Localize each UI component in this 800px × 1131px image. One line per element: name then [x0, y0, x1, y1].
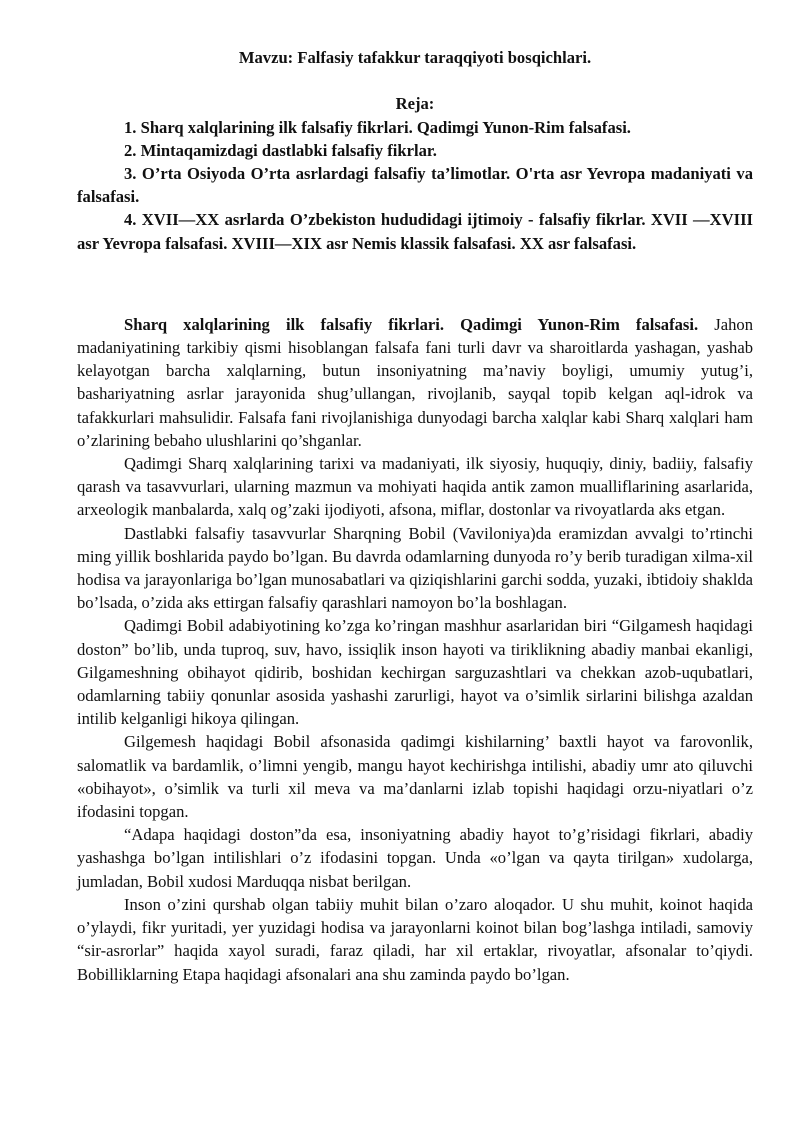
- section-spacer: [77, 255, 753, 313]
- body-paragraph: “Adapa haqidagi doston”da esa, insoniyatning abadiy hayot to’g’risidagi fikrlari, abadiy yashashga bo’lgan intilishlari o’z ifodasini topgan. Unda «o’lgan va qayta tirilgan» xudolarga, jumladan, Bobil xudosi Marduqqa nisbat berilgan.: [77, 825, 753, 891]
- body-paragraph-lead: [77, 313, 753, 452]
- document-page: [77, 46, 753, 986]
- plan-item: 3. O’rta Osiyoda O’rta asrlardagi falsafiy ta’limotlar. O'rta asr Yevropa madaniyati va falsafasi.: [77, 164, 753, 207]
- plan-item: 2. Mintaqamizdagi dastlabki falsafiy fikrlar.: [124, 140, 437, 160]
- body-paragraph: Inson o’zini qurshab olgan tabiiy muhit bilan o’zaro aloqador. U shu muhit, koinot haqida o’ylaydi, fikr yuritadi, yer yuzidagi hodisa va jarayonlarni koinot bilan bog’lashga intiladi, samoviy “sir-asrorlar” haqida xayol suradi, faraz qiladi, har xil ertaklar, rivoyatlar, afsonalar to’qiydi. Bobilliklarning Etapa haqidagi afsonalari ana shu zaminda paydo bo’lgan.: [77, 894, 753, 984]
- body-paragraph: Qadimgi Sharq xalqlarining tarixi va madaniyati, ilk siyosiy, huquqiy, diniy, badiiy, falsafiy qarash va tasavvurlari, ularning mazmun va mohiyati haqida antik zamon mualliflarining asarlarida, arxeologik manbalarda, xalq og’zaki ijodiyoti, afsona, miflar, dostonlar va rivoyatlarda aks etgan.: [77, 454, 753, 520]
- plan-item: 4. XVII—XX asrlarda O’zbekiston hududidagi ijtimoiy - falsafiy fikrlar. XVII —XVIII asr Yevropa falsafasi. XVIII—XIX asr Nemis klassik falsafasi. XX asr falsafasi.: [77, 210, 753, 253]
- plan-item: 1. Sharq xalqlarining ilk falsafiy fikrlari. Qadimgi Yunon-Rim falsafasi.: [124, 117, 631, 137]
- plan-heading: Reja:: [395, 94, 435, 114]
- body-paragraph: Qadimgi Bobil adabiyotining ko’zga ko’ringan mashhur asarlaridan biri “Gilgamesh haqidagi doston” bo’lib, unda tuproq, suv, havo, issiqlik inson hayoti va tiriklikning abadiy manbai ekanligi, Gilgameshning obihayot qidirib, boshidan kechirgan sarguzashtlari va chekkan azob-uqubatlari, odamlarning tabiiy qonunlar asosida yashashi zarurligi, hayot va o’simlik sirlarini bilishga azaldan intilib kelganligi hikoya qilingan.: [77, 616, 753, 729]
- document-title: Mavzu: Falfasiy tafakkur taraqqiyoti bosqichlari.: [238, 48, 592, 67]
- section-heading: Sharq xalqlarining ilk falsafiy fikrlari. Qadimgi Yunon-Rim falsafasi.: [124, 314, 699, 334]
- body-paragraph: Dastlabki falsafiy tasavvurlar Sharqning Bobil (Vaviloniya)da eramizdan avvalgi to’rtinchi ming yillik boshlarida paydo bo’lgan. Bu davrda odamlarning dunyoda ro’y berib turadigan xilma-xil hodisa va jarayonlariga bo’lgan munosabatlari va qiziqishlarini garchi sodda, yuzaki, ibtidoiy shaklda bo’lsada, o’zida aks ettirgan falsafiy qarashlari namoyon bo’la boshlagan.: [77, 523, 753, 613]
- blank-line: [77, 69, 753, 92]
- paragraph-text: Jahon madaniyatining tarkibiy qismi hisoblangan falsafa fani turli davr va sharoitlarda yashagan, yashab kelayotgan barcha xalqlarning, butun insoniyatning ma’naviy boyligi, umumiy yutug’i, bashariyatning asrlar jarayonida shug’ullangan, rivojlanib, sayqal topib kelgan aql-idrok va tafakkurlari mahsulidir. Falsafa fani rivojlanishiga dunyodagi barcha xalqlar kabi Sharq xalqlari ham o’zlarining bebaho ulushlarini qo’shganlar.: [77, 314, 753, 450]
- body-paragraph: Gilgemesh haqidagi Bobil afsonasida qadimgi kishilarning’ baxtli hayot va farovonlik, salomatlik va bardamlik, o’limni yengib, mangu hayot kechirishga intilishi, abadiy umr ato qiluvchi «obihayot», o’simlik va turli xil meva va ma’danlarni izlab topishi haqidagi orzu-niyatlari o’z ifodasini topgan.: [77, 732, 753, 822]
